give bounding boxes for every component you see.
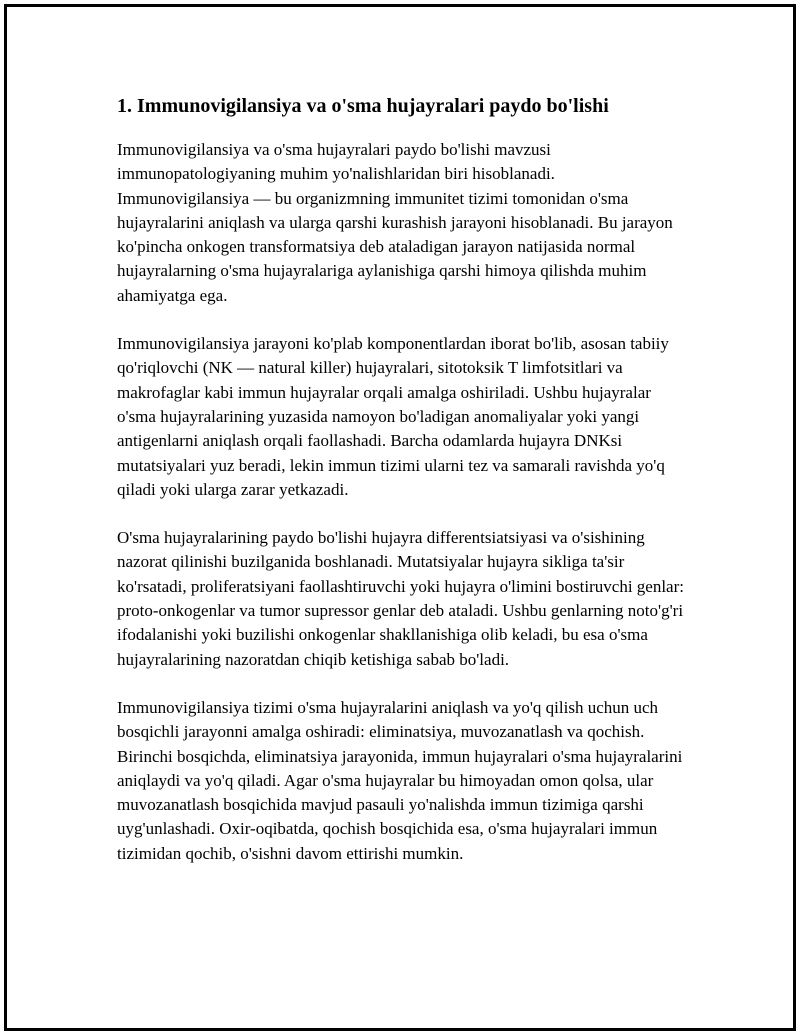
paragraph-2: Immunovigilansiya jarayoni ko'plab komponentlardan iborat bo'lib, asosan tabiiy qo'riqlovchi (NK — natural killer) hujayralari, sitotoksik T limfotsitlari va makrofaglar kabi immun hujayralar orqali amalga oshiriladi. Ushbu hujayralar o'sma hujayralarining yuzasida namoyon bo'ladigan anomaliyalar yoki yangi antigenlarni aniqlash orqali faollashadi. Barcha odamlarda hujayra DNKsi mutatsiyalari yuz beradi, lekin immun tizimi ularni tez va samarali ravishda yo'q qiladi yoki ularga zarar yetkazadi. [117,334,669,499]
paragraph-1: Immunovigilansiya va o'sma hujayralari paydo bo'lishi mavzusi immunopatologiyaning muhim yo'nalishlaridan biri hisoblanadi. Immunovigilansiya — bu organizmning immunitet tizimi tomonidan o'sma hujayralarini aniqlash va ularga qarshi kurashish jarayoni hisoblanadi. Bu jarayon ko'pincha onkogen transformatsiya deb ataladigan jarayon natijasida normal hujayralarning o'sma hujayralariga aylanishiga qarshi himoya qilishda muhim ahamiyatga ega. [117,140,673,305]
section-heading: 1. Immunovigilansiya va o'sma hujayralari paydo bo'lishi [117,95,609,117]
paragraph-3: O'sma hujayralarining paydo bo'lishi hujayra differentsiatsiyasi va o'sishining nazorat qilinishi buzilganida boshlanadi. Mutatsiyalar hujayra sikliga ta'sir ko'rsatadi, proliferatsiyani faollashtiruvchi yoki hujayra o'limini bostiruvchi genlar: proto-onkogenlar va tumor supressor genlar deb ataladi. Ushbu genlarning noto'g'ri ifodalanishi yoki buzilishi onkogenlar shakllanishiga olib keladi, bu esa o'sma hujayralarining nazoratdan chiqib ketishiga sabab bo'ladi. [117,528,684,669]
paragraph-4: Immunovigilansiya tizimi o'sma hujayralarini aniqlash va yo'q qilish uchun uch bosqichli jarayonni amalga oshiradi: eliminatsiya, muvozanatlash va qochish. Birinchi bosqichda, eliminatsiya jarayonida, immun hujayralari o'sma hujayralarini aniqlaydi va yo'q qiladi. Agar o'sma hujayralar bu himoyadan omon qolsa, ular muvozanatlash bosqichida mavjud pasauli yo'nalishda immun tizimiga qarshi uyg'unlashadi. Oxir-oqibatda, qochish bosqichida esa, o'sma hujayralari immun tizimidan qochib, o'sishni davom ettirishi mumkin. [117,697,683,863]
document-body [117,92,687,890]
